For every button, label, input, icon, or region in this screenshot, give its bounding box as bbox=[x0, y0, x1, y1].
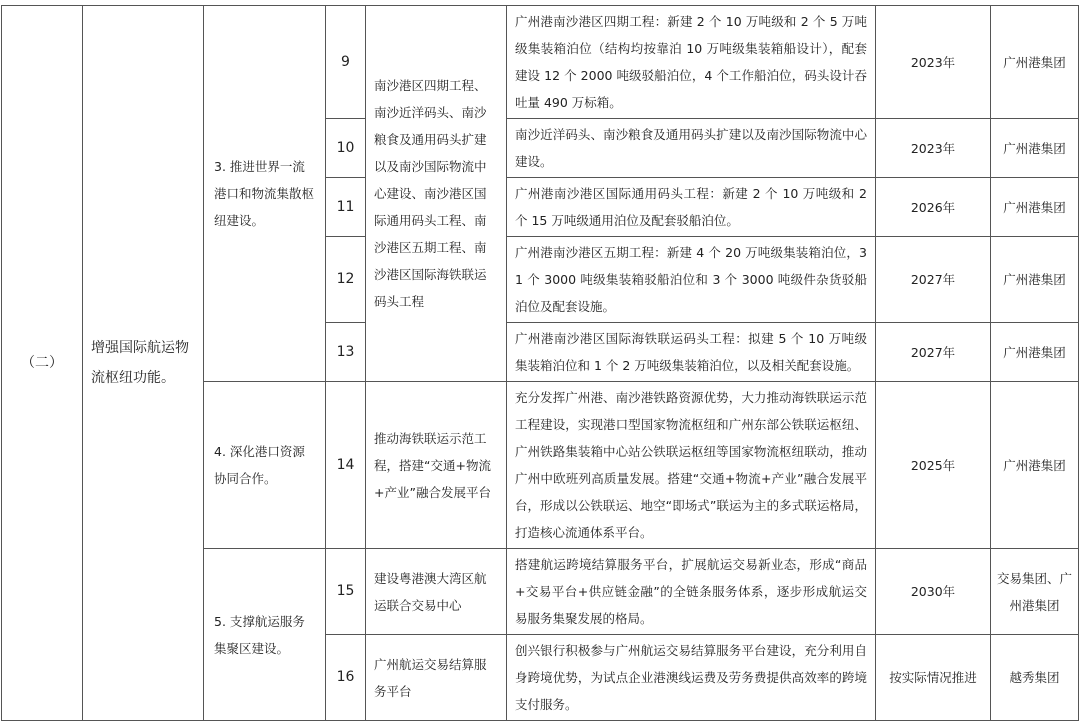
row-description: 广州港南沙港区五期工程：新建 4 个 20 万吨级集装箱泊位，31 个 3000 吨级集装箱驳船泊位和 3 个 3000 吨级件杂货驳船泊位及配套设施。 bbox=[507, 237, 876, 323]
project-name: 南沙港区四期工程、南沙近洋码头、南沙粮食及通用码头扩建以及南沙国际物流中心建设、南沙港区国际通用码头工程、南沙港区五期工程、南沙港区国际海铁联运码头工程 bbox=[366, 6, 507, 382]
row-number: 16 bbox=[326, 635, 366, 721]
row-number: 15 bbox=[326, 549, 366, 635]
table-row bbox=[2, 6, 1079, 119]
project-table bbox=[1, 5, 1079, 721]
project-name: 广州航运交易结算服务平台 bbox=[366, 635, 507, 721]
row-description: 创兴银行积极参与广州航运交易结算服务平台建设，充分利用自身跨境优势，为试点企业港澳线运费及劳务费提供高效率的跨境支付服务。 bbox=[507, 635, 876, 721]
row-year: 2023年 bbox=[876, 119, 991, 178]
row-description: 搭建航运跨境结算服务平台，扩展航运交易新业态，形成“商品+交易平台+供应链金融”的全链条服务体系，逐步形成航运交易服务集聚发展的格局。 bbox=[507, 549, 876, 635]
row-owner: 广州港集团 bbox=[991, 6, 1079, 119]
row-number: 10 bbox=[326, 119, 366, 178]
row-owner: 广州港集团 bbox=[991, 382, 1079, 549]
row-owner: 广州港集团 bbox=[991, 323, 1079, 382]
section-title: 增强国际航运物流枢纽功能。 bbox=[83, 6, 204, 721]
row-owner: 越秀集团 bbox=[991, 635, 1079, 721]
row-owner: 交易集团、广州港集团 bbox=[991, 549, 1079, 635]
row-number: 12 bbox=[326, 237, 366, 323]
project-name: 建设粤港澳大湾区航运联合交易中心 bbox=[366, 549, 507, 635]
row-year: 2026年 bbox=[876, 178, 991, 237]
row-description: 充分发挥广州港、南沙港铁路资源优势，大力推动海铁联运示范工程建设，实现港口型国家物流枢纽和广州东部公铁联运枢纽、广州铁路集装箱中心站公铁联运枢纽等国家物流枢纽联动，推动广州中欧班列高质量发展。搭建“交通+物流+产业”融合发展平台，形成以公铁联运、地空“即场式”联运为主的多式联运格局，打造核心流通体系平台。 bbox=[507, 382, 876, 549]
row-number: 9 bbox=[326, 6, 366, 119]
row-description: 广州港南沙港区国际海铁联运码头工程：拟建 5 个 10 万吨级集装箱泊位和 1 个 2 万吨级集装箱泊位，以及相关配套设施。 bbox=[507, 323, 876, 382]
row-description: 广州港南沙港区国际通用码头工程：新建 2 个 10 万吨级和 2 个 15 万吨级通用泊位及配套驳船泊位。 bbox=[507, 178, 876, 237]
row-number: 11 bbox=[326, 178, 366, 237]
row-year: 2023年 bbox=[876, 6, 991, 119]
group-title: 5. 支撑航运服务集聚区建设。 bbox=[204, 549, 326, 721]
group-title: 3. 推进世界一流港口和物流集散枢纽建设。 bbox=[204, 6, 326, 382]
row-description: 广州港南沙港区四期工程：新建 2 个 10 万吨级和 2 个 5 万吨级集装箱泊位（结构均按靠泊 10 万吨级集装箱船设计），配套建设 12 个 2000 吨级驳船泊位，4 个工作船泊位，码头设计吞吐量 490 万标箱。 bbox=[507, 6, 876, 119]
section-label: （二） bbox=[2, 6, 83, 721]
row-year: 2025年 bbox=[876, 382, 991, 549]
row-owner: 广州港集团 bbox=[991, 119, 1079, 178]
row-year: 2030年 bbox=[876, 549, 991, 635]
row-description: 南沙近洋码头、南沙粮食及通用码头扩建以及南沙国际物流中心建设。 bbox=[507, 119, 876, 178]
row-owner: 广州港集团 bbox=[991, 237, 1079, 323]
row-year: 按实际情况推进 bbox=[876, 635, 991, 721]
row-owner: 广州港集团 bbox=[991, 178, 1079, 237]
row-number: 14 bbox=[326, 382, 366, 549]
row-year: 2027年 bbox=[876, 323, 991, 382]
group-title: 4. 深化港口资源协同合作。 bbox=[204, 382, 326, 549]
row-number: 13 bbox=[326, 323, 366, 382]
row-year: 2027年 bbox=[876, 237, 991, 323]
project-name: 推动海铁联运示范工程，搭建“交通+物流+产业”融合发展平台 bbox=[366, 382, 507, 549]
